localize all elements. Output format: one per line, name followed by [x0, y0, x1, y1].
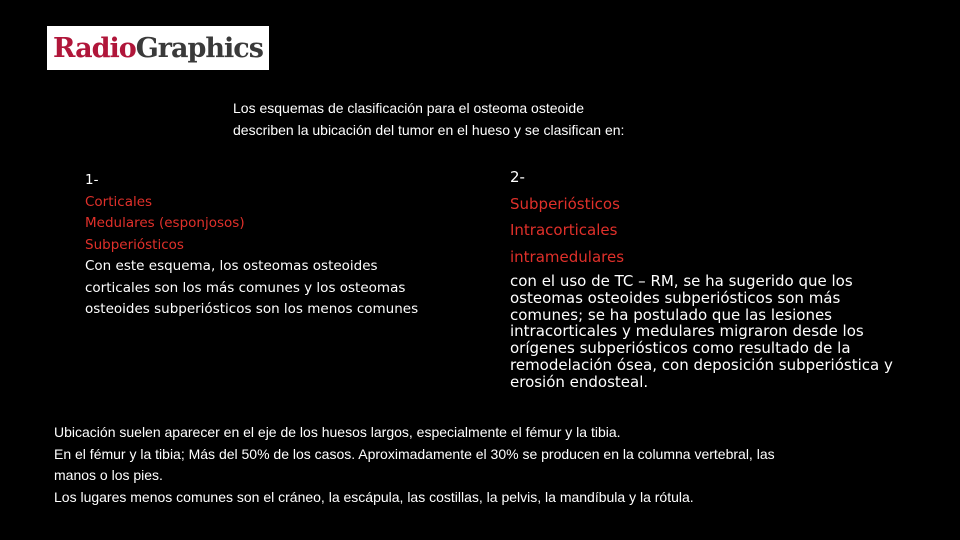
logo-radio: Radio — [53, 32, 136, 64]
logo-text — [53, 32, 263, 64]
right-number: 2- — [510, 168, 525, 186]
classification-left — [85, 170, 465, 321]
left-number: 1- — [85, 172, 99, 188]
location-footer — [54, 422, 934, 508]
right-item-intramedulares: intramedulares — [510, 247, 625, 266]
left-item-medulares: Medulares (esponjosos) — [85, 215, 245, 231]
classification-right — [510, 164, 940, 391]
footer-line-2: En el fémur y la tibia; Más del 50% de los casos. Aproximadamente el 30% se producen en la columna vertebral, las — [54, 445, 775, 462]
left-text-line: corticales son los más comunes y los osteomas — [85, 279, 406, 296]
intro-line-2: describen la ubicación del tumor en el hueso y se clasifican en: — [233, 122, 625, 138]
footer-line-4: Los lugares menos comunes son el cráneo, la escápula, las costillas, la pelvis, la mandíbula y la rótula. — [54, 488, 694, 505]
right-text-line: osteomas osteoides subperiósticos son más — [510, 288, 841, 307]
right-text-line: comunes; se ha postulado que las lesiones — [510, 305, 832, 324]
left-text-line: osteoides subperiósticos son los menos comunes — [85, 301, 419, 317]
left-text-line: Con este esquema, los osteomas osteoides — [85, 258, 378, 274]
right-item-intracorticales: Intracorticales — [510, 221, 618, 239]
right-text-line: orígenes subperiósticos como resultado de la — [510, 339, 851, 358]
right-text-line: erosión endosteal. — [510, 372, 649, 391]
intro-text — [233, 97, 753, 141]
footer-line-3: manos o los pies. — [54, 467, 163, 483]
radiographics-logo — [47, 26, 269, 70]
right-text-line: con el uso de TC – RM, se ha sugerido que los — [510, 272, 853, 290]
footer-line-1: Ubicación suelen aparecer en el eje de los huesos largos, especialmente el fémur y la tibia. — [54, 424, 621, 440]
right-text-line: remodelación ósea, con deposición subperióstica y — [510, 355, 893, 374]
left-item-subperiosticos: Subperiósticos — [85, 236, 184, 253]
right-paragraph — [510, 273, 940, 391]
right-item-subperiosticos: Subperiósticos — [510, 194, 620, 213]
logo-graphics: Graphics — [135, 32, 263, 64]
intro-line-1: Los esquemas de clasificación para el osteoma osteoide — [233, 100, 584, 116]
left-item-corticales: Corticales — [85, 193, 153, 210]
right-text-line: intracorticales y medulares migraron desde los — [510, 322, 864, 341]
